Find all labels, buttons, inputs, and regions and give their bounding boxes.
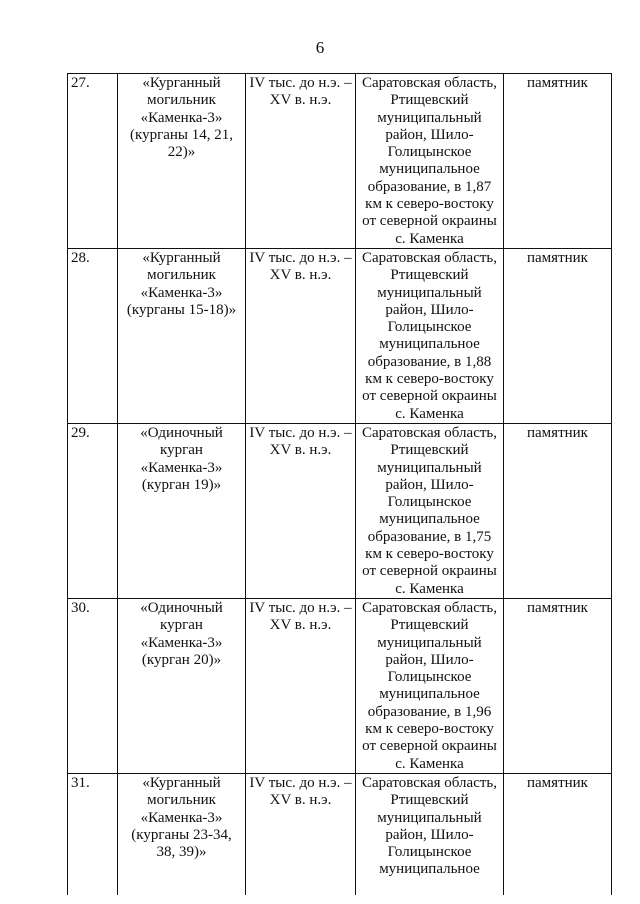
heritage-registry-table (67, 73, 612, 895)
location: Саратовская область, Ртищевский муниципальный район, Шило- Голицынское муниципальное образование, в 1,96 км к северо-востоку от северной окраины с. Каменка (356, 598, 504, 773)
category: памятник (504, 74, 612, 249)
table-row (68, 598, 612, 773)
object-name: «Курганный могильник «Каменка-3» (курганы 23-34, 38, 39)» (118, 773, 246, 895)
row-number: 31. (68, 773, 118, 895)
page-number: 6 (315, 38, 325, 57)
category: памятник (504, 773, 612, 895)
table-row (68, 249, 612, 424)
dating: IV тыс. до н.э. – XV в. н.э. (246, 74, 356, 249)
table-row (68, 773, 612, 895)
table-row (68, 74, 612, 249)
location: Саратовская область, Ртищевский муниципальный район, Шило- Голицынское муниципальное образование, в 1,75 км к северо-востоку от северной окраины с. Каменка (356, 423, 504, 598)
row-number: 27. (68, 74, 118, 249)
row-number: 29. (68, 423, 118, 598)
registry-rows (68, 74, 612, 895)
table-row (68, 423, 612, 598)
location: Саратовская область, Ртищевский муниципальный район, Шило- Голицынское муниципальное (356, 773, 504, 895)
location: Саратовская область, Ртищевский муниципальный район, Шило- Голицынское муниципальное образование, в 1,87 км к северо-востоку от северной окраины с. Каменка (356, 74, 504, 249)
category: памятник (504, 598, 612, 773)
object-name: «Одиночный курган «Каменка-3» (курган 20)» (118, 598, 246, 773)
row-number: 30. (68, 598, 118, 773)
category: памятник (504, 423, 612, 598)
row-number: 28. (68, 249, 118, 424)
dating: IV тыс. до н.э. – XV в. н.э. (246, 773, 356, 895)
object-name: «Курганный могильник «Каменка-3» (курганы 15-18)» (118, 249, 246, 424)
dating: IV тыс. до н.э. – XV в. н.э. (246, 249, 356, 424)
object-name: «Одиночный курган «Каменка-3» (курган 19)» (118, 423, 246, 598)
object-name: «Курганный могильник «Каменка-3» (курганы 14, 21, 22)» (118, 74, 246, 249)
category: памятник (504, 249, 612, 424)
dating: IV тыс. до н.э. – XV в. н.э. (246, 423, 356, 598)
dating: IV тыс. до н.э. – XV в. н.э. (246, 598, 356, 773)
location: Саратовская область, Ртищевский муниципальный район, Шило- Голицынское муниципальное образование, в 1,88 км к северо-востоку от северной окраины с. Каменка (356, 249, 504, 424)
